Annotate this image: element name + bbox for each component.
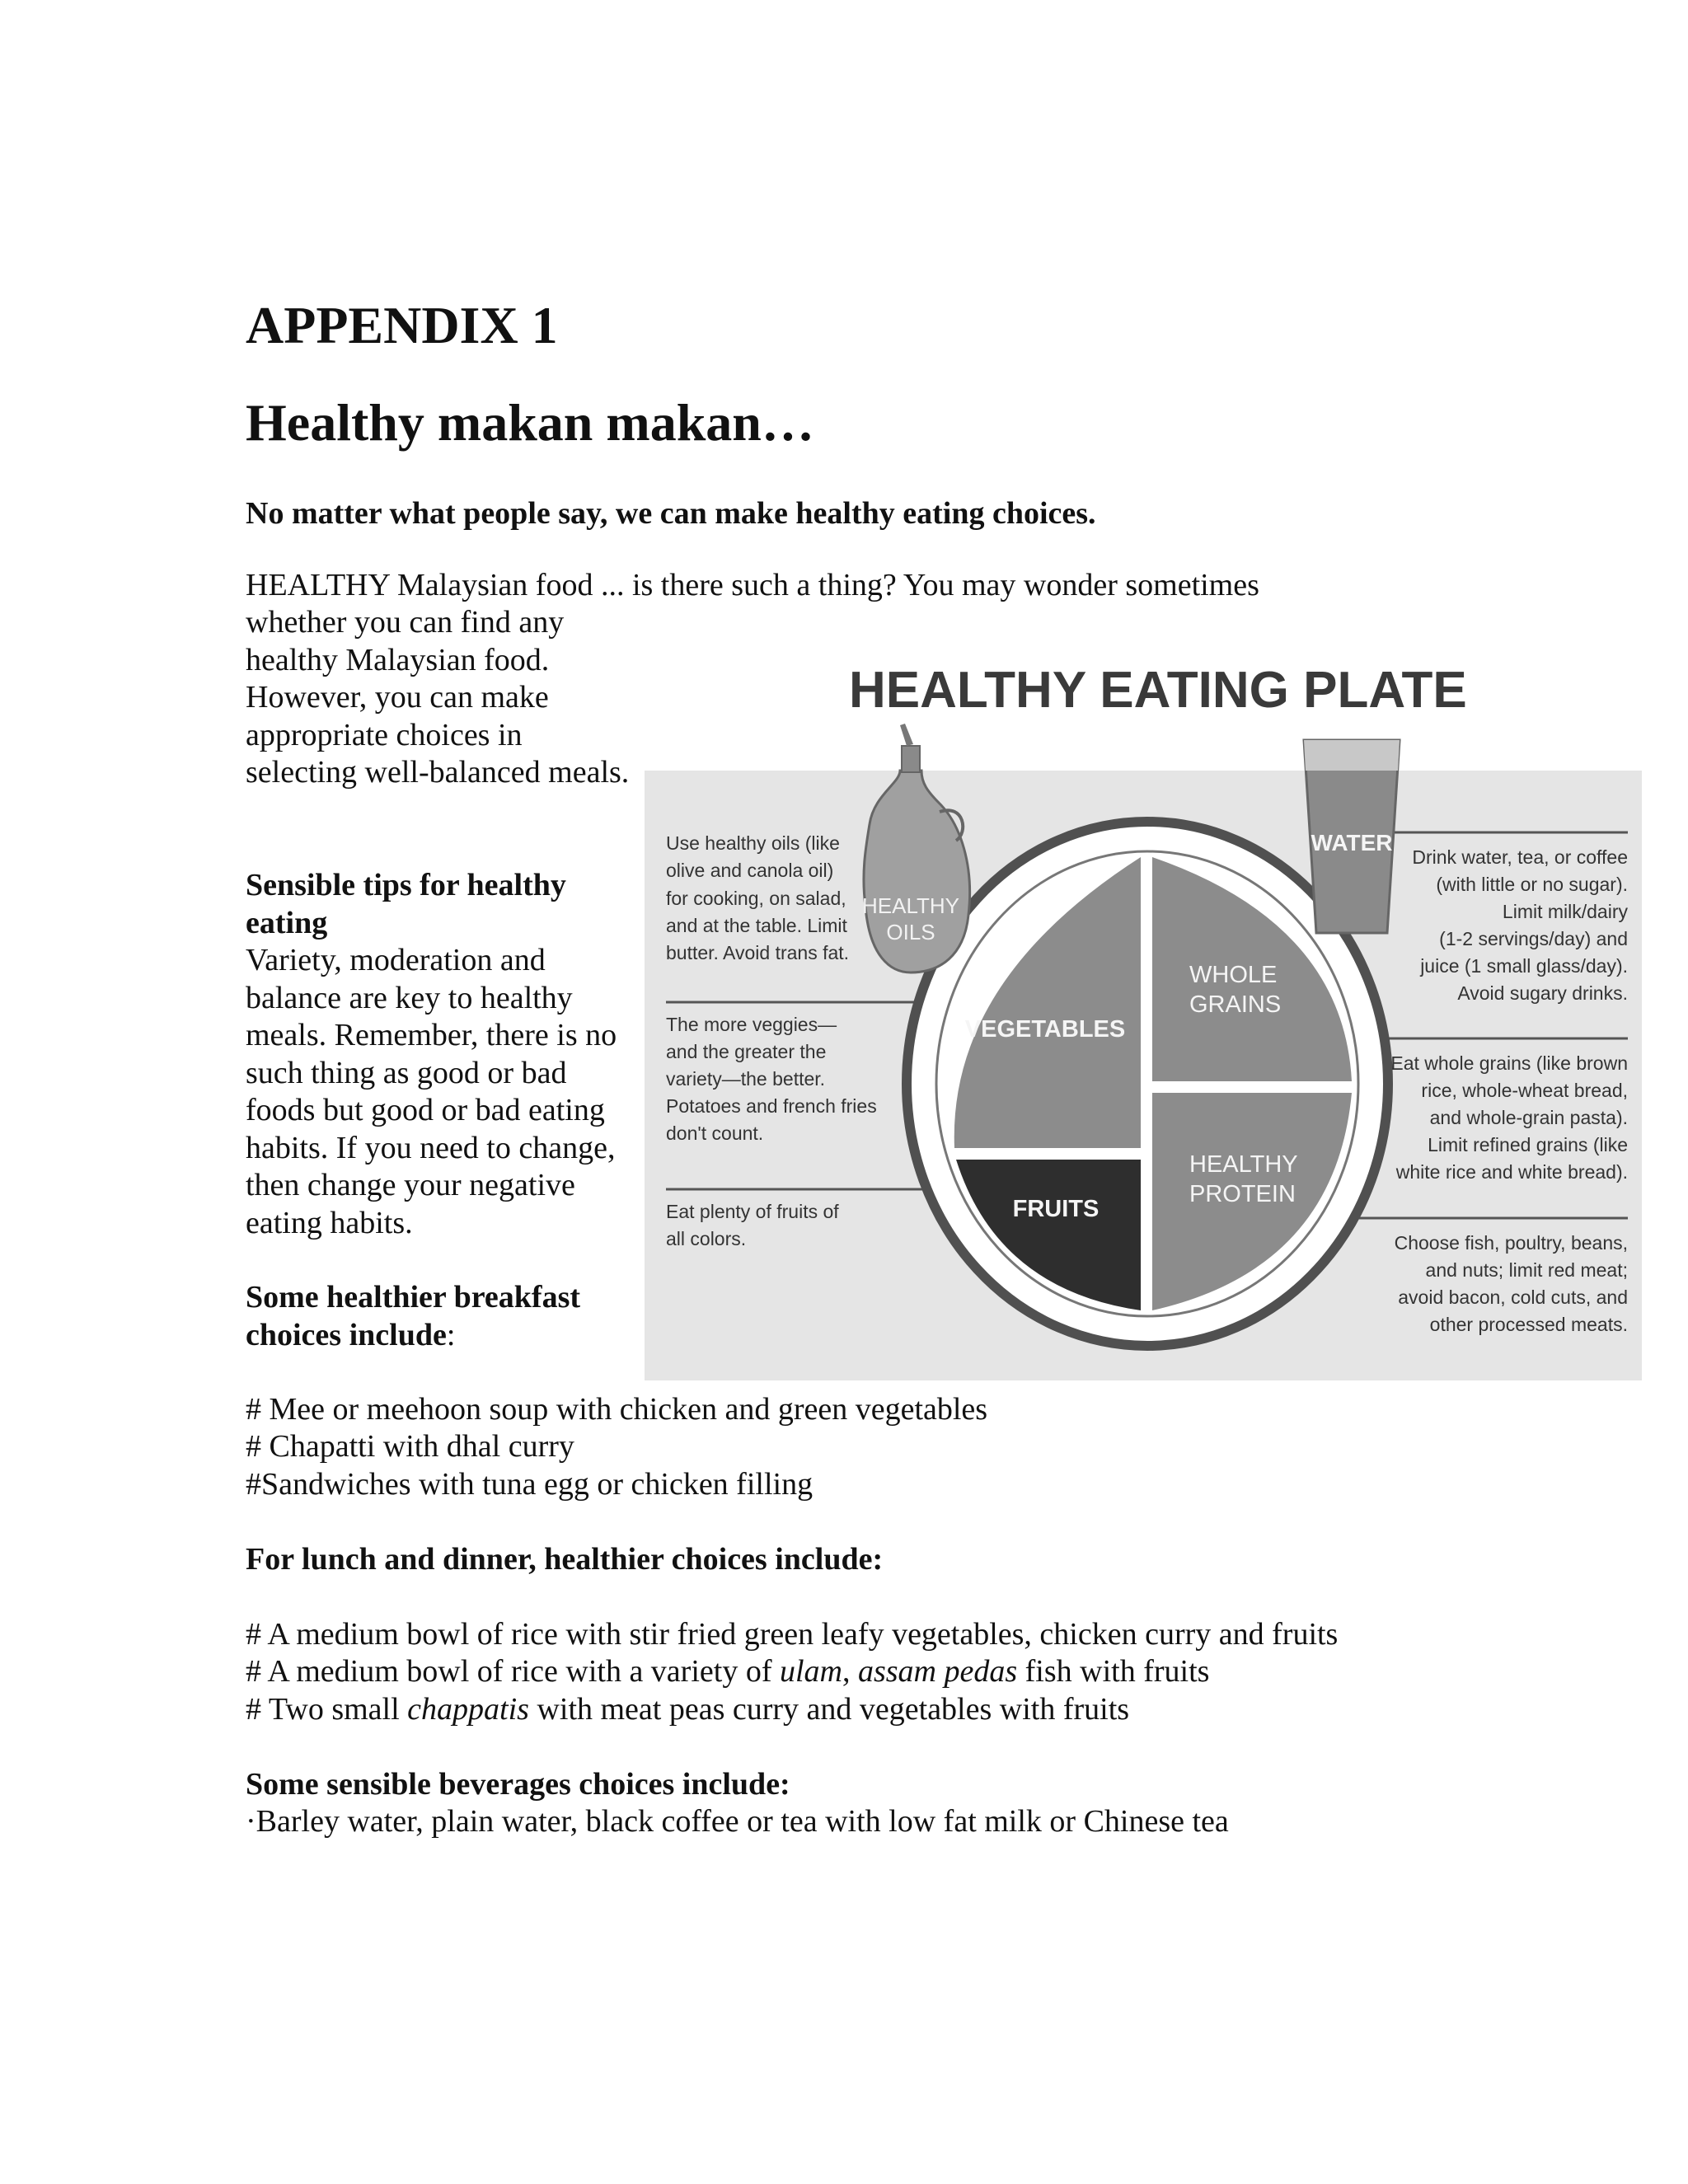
water-label: WATER [1311, 830, 1393, 855]
veggies-note-line: and the greater the [666, 1041, 827, 1062]
protein-label-line-1: HEALTHY [1189, 1151, 1298, 1178]
lunch-item-2-end: fish with fruits [1017, 1654, 1210, 1689]
oils-note [666, 832, 849, 963]
healthy-eating-plate-figure [643, 643, 1648, 1385]
protein-note-line: avoid bacon, cold cuts, and [1398, 1286, 1628, 1308]
vegetables-label: VEGETABLES [964, 1016, 1126, 1043]
fruits-note-line: all colors. [666, 1228, 747, 1249]
breakfast-item-3: #Sandwiches with tuna egg or chicken filling [246, 1467, 814, 1502]
oils-label-line-1: HEALTHY [862, 893, 959, 918]
grains-note-line: rice, whole-wheat bread, [1421, 1080, 1628, 1101]
lunch-item-2-text: # A medium bowl of rice with a variety of [246, 1654, 780, 1689]
plate-title: HEALTHY EATING PLATE [849, 662, 1467, 719]
breakfast-colon: : [446, 1317, 456, 1352]
grains-label-line-2: GRAINS [1189, 991, 1282, 1018]
protein-note-line: other processed meats. [1429, 1314, 1628, 1335]
grains-note-line: Eat whole grains (like brown [1390, 1052, 1628, 1074]
beverage-item: ·Barley water, plain water, black coffee or tea with low fat milk or Chinese tea [246, 1804, 1229, 1839]
breakfast-item-2: # Chapatti with dhal curry [246, 1429, 574, 1464]
breakfast-heading: Some healthier breakfast choices include [246, 1280, 581, 1352]
lunch-item-2 [246, 1653, 1209, 1691]
water-note-line: Avoid sugary drinks. [1457, 982, 1628, 1004]
veggies-note-line: Potatoes and french fries [666, 1095, 877, 1117]
oils-note-line: butter. Avoid trans fat. [666, 942, 850, 963]
subtitle: No matter what people say, we can make healthy eating choices. [246, 496, 1096, 531]
veggies-note-line: variety—the better. [666, 1068, 826, 1090]
oils-note-line: and at the table. Limit [666, 915, 847, 936]
water-note-line: Drink water, tea, or coffee [1412, 846, 1628, 868]
water-note-line: Limit milk/dairy [1502, 901, 1628, 922]
protein-note-line: Choose fish, poultry, beans, [1394, 1232, 1628, 1254]
lunch-heading: For lunch and dinner, healthier choices include: [246, 1542, 884, 1577]
water-glass-icon [1304, 740, 1400, 933]
water-note-line: juice (1 small glass/day). [1420, 955, 1628, 977]
fruits-note-line: Eat plenty of fruits of [666, 1201, 839, 1222]
veggies-note-line: The more veggies— [666, 1014, 837, 1035]
tips-heading: Sensible tips for healthy eating [246, 868, 566, 940]
lunch-item-3-text: # Two small [246, 1692, 408, 1727]
lunch-item-1: # A medium bowl of rice with stir fried green leafy vegetables, chicken curry and fruits [246, 1617, 1339, 1652]
grains-label-line-1: WHOLE [1189, 962, 1278, 988]
beverage-heading: Some sensible beverages choices include: [246, 1767, 790, 1802]
fruits-label: FRUITS [1012, 1196, 1100, 1222]
oils-note-line: olive and canola oil) [666, 860, 834, 881]
oils-note-line: Use healthy oils (like [666, 832, 840, 854]
breakfast-heading-block [246, 1279, 608, 1354]
oils-note-line: for cooking, on salad, [666, 888, 846, 909]
water-note-line: (1-2 servings/day) and [1439, 928, 1628, 949]
water-note-line: (with little or no sugar). [1436, 874, 1628, 895]
protein-label-line-2: PROTEIN [1189, 1181, 1296, 1207]
main-title: Healthy makan makan… [246, 393, 814, 452]
lunch-item-2-ulam: ulam [779, 1654, 842, 1689]
oil-bottle-icon [862, 724, 970, 972]
lunch-item-3-end: with meat peas curry and vegetables with fruits [528, 1692, 1130, 1727]
tips-body: Variety, moderation and balance are key to healthy meals. Remember, there is no such thing as good or bad foods but good or bad eating habits. If you need to change, then change your negative eating habits. [246, 943, 617, 1240]
grains-note-line: white rice and white bread). [1395, 1161, 1628, 1183]
intro-first-line: HEALTHY Malaysian food ... is there such a thing? You may wonder sometimes [246, 568, 1259, 602]
oils-label-line-2: OILS [886, 920, 935, 944]
grains-note-line: and whole-grain pasta). [1429, 1107, 1628, 1128]
grains-note-line: Limit refined grains (like [1428, 1134, 1628, 1155]
breakfast-item-1: # Mee or meehoon soup with chicken and green vegetables [246, 1392, 988, 1427]
lunch-item-2-assam-pedas: assam pedas [857, 1654, 1018, 1689]
intro-continued: whether you can find any healthy Malaysian food. However, you can make appropriate choices in selecting well-balanced meals. [246, 605, 630, 790]
appendix-title: APPENDIX 1 [246, 296, 558, 354]
lunch-item-2-sep: , [842, 1654, 858, 1689]
protein-note-line: and nuts; limit red meat; [1425, 1259, 1628, 1281]
lunch-item-3 [246, 1691, 1129, 1729]
lunch-item-3-chappatis: chappatis [407, 1692, 529, 1727]
veggies-note-line: don't count. [666, 1122, 764, 1144]
